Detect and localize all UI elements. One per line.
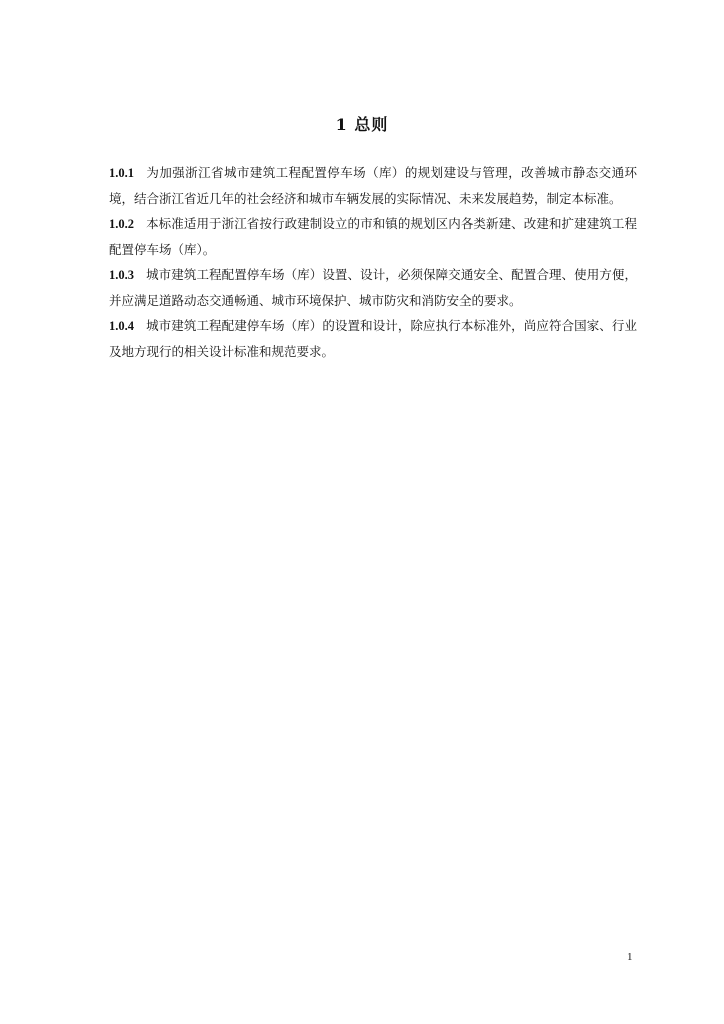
clause-1-0-1 bbox=[109, 160, 637, 211]
page-number: 1 bbox=[627, 951, 633, 963]
clause-text: 本标准适用于浙江省按行政建制设立的市和镇的规划区内各类新建、改建和扩建建筑工程配置停车场（库）。 bbox=[109, 216, 637, 257]
clause-text: 为加强浙江省城市建筑工程配置停车场（库）的规划建设与管理，改善城市静态交通环境，结合浙江省近几年的社会经济和城市车辆发展的实际情况、未来发展趋势，制定本标准。 bbox=[109, 165, 637, 206]
clause-number: 1.0.3 bbox=[109, 268, 134, 282]
clause-1-0-3 bbox=[109, 262, 637, 313]
clause-number: 1.0.1 bbox=[109, 166, 134, 180]
clause-text: 城市建筑工程配建停车场（库）的设置和设计，除应执行本标准外，尚应符合国家、行业及地方现行的相关设计标准和规范要求。 bbox=[109, 318, 637, 359]
clause-number: 1.0.4 bbox=[109, 319, 134, 333]
chapter-title: 1 总则 bbox=[335, 115, 389, 134]
document-body bbox=[109, 160, 637, 364]
clause-text: 城市建筑工程配置停车场（库）设置、设计，必须保障交通安全、配置合理、使用方便，并应满足道路动态交通畅通、城市环境保护、城市防灾和消防安全的要求。 bbox=[109, 267, 637, 308]
clause-1-0-2 bbox=[109, 211, 637, 262]
clause-1-0-4 bbox=[109, 313, 637, 364]
clause-number: 1.0.2 bbox=[109, 217, 134, 231]
